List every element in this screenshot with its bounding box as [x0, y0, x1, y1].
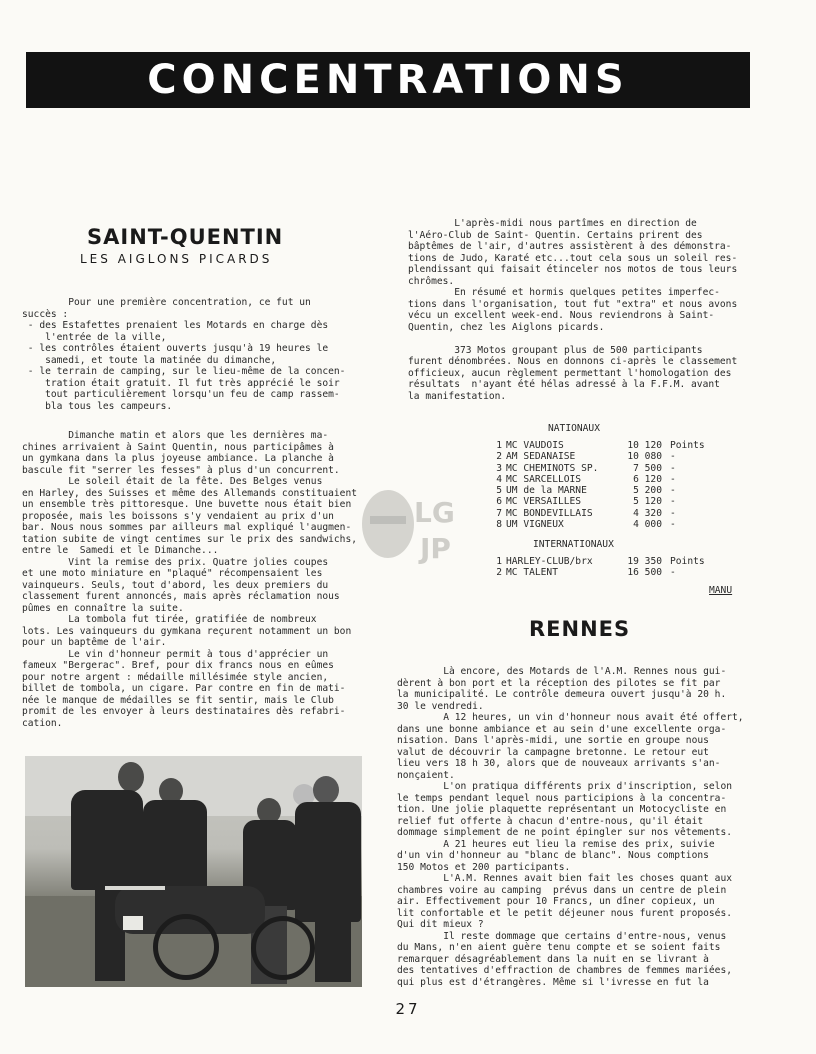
nationaux-unit: -	[670, 496, 676, 508]
nationaux-row	[480, 519, 720, 530]
nationaux-rank: 4	[496, 473, 502, 485]
nationaux-rank: 7	[496, 507, 502, 519]
internationaux-club: MC TALENT	[506, 567, 558, 579]
nationaux-club: UM VIGNEUX	[506, 519, 564, 531]
nationaux-club: MC BONDEVILLAIS	[506, 507, 593, 519]
nationaux-score: 10 080	[627, 451, 662, 463]
saint-quentin-title: SAINT-QUENTIN	[87, 225, 284, 249]
nationaux-row	[480, 496, 720, 507]
nationaux-club: MC VERSAILLES	[506, 496, 582, 508]
nationaux-unit: -	[670, 507, 676, 519]
internationaux-table	[480, 556, 720, 579]
nationaux-club: MC VAUDOIS	[506, 440, 564, 451]
internationaux-unit: Points	[670, 556, 705, 567]
internationaux-rank: 2	[496, 567, 502, 579]
saint-quentin-paragraph-1: Pour une première concentration, ce fut un succès : - des Estafettes prenaient les Motards en charge dès l'entrée de la ville, - les contrôles étaient ouverts jusqu'à 19 heures le samedi, et toute la matinée du dimanche, - le terrain de camping, sur le lieu-même de la concen- tration était gratuit. Il fut très apprécié le soir tout particulièrement lorsqu'un feu de camp rassem- bla tous les campeurs.	[22, 297, 346, 412]
nationaux-unit: -	[670, 485, 676, 497]
internationaux-heading: INTERNATIONAUX	[533, 539, 614, 550]
saint-quentin-subtitle: LES AIGLONS PICARDS	[80, 252, 273, 266]
nationaux-rank: 3	[496, 462, 502, 474]
watermark-logo	[350, 482, 470, 572]
nationaux-row	[480, 463, 720, 474]
rennes-title: RENNES	[529, 617, 631, 641]
saint-quentin-right-paragraph: L'après-midi nous partîmes en direction de l'Aéro-Club de Saint- Quentin. Certains prirent des bâptêmes de l'air, d'autres assistèrent à des démonstra- tions de Judo, Karaté etc...tout cela sous un soleil res- plendissant qui faisait étinceler nos motos de tous leurs chrômes. En résumé et hormis quelques petites imperfec- tions dans l'organisation, tout fut "extra" et nous avons vécu un excellent week-end. Nous reviendrons à Saint- Quentin, chez les Aiglons picards. 373 Motos groupant plus de 500 participants furent dénombrées. Nous en donnons ci-après le classement officieux, aucun règlement permettant l'homologation des résultats n'ayant été hélas adressé à la F.F.M. avant la manifestation.	[408, 218, 738, 402]
section-banner: CONCENTRATIONS	[26, 52, 750, 108]
nationaux-club: MC SARCELLOIS	[506, 473, 582, 485]
nationaux-unit: -	[670, 519, 676, 531]
page-number: 27	[395, 1000, 421, 1018]
svg-text:JP: JP	[420, 532, 451, 565]
nationaux-rank: 2	[496, 451, 502, 463]
nationaux-score: 4 000	[633, 519, 662, 531]
nationaux-unit: -	[670, 473, 676, 485]
nationaux-unit: -	[670, 462, 676, 474]
rennes-text: Là encore, des Motards de l'A.M. Rennes nous gui- dèrent à bon port et la réception des pilotes se fit par la municipalité. Le contrôle demeura ouvert jusqu'à 20 h. 30 le vendredi. A 12 heures, un vin d'honneur nous avait été offert, dans une bonne ambiance et au sein d'une excellente orga- nisation. Dans l'après-midi, une sortie en groupe nous valut de découvrir la campagne bretonne. Le retour eut lieu vers 18 h 30, alors que de nouveaux arrivants s'an- nonçaient. L'on pratiqua différents prix d'inscription, selon le temps pendant lequel nous participions à la concentra- tion. Une jolie plaquette représentant un Motocycliste en relief fut offerte à chacun d'entre-nous, qu'il était dommage simplement de ne point épingler sur nos vêtements. A 21 heures eut lieu la remise des prix, suivie d'un vin d'honneur au "blanc de blanc". Nous comptions 150 Motos et 200 participants. L'A.M. Rennes avait bien fait les choses quant aux chambres voire au camping prévus dans un centre de plein air. Effectivement pour 10 Francs, un dîner copieux, un lit confortable et le petit déjeuner nous furent proposés. Qui dit mieux ? Il reste dommage que certains d'entre-nous, venus du Mans, n'en aient guère tenu compte et se soient faits remarquer désagréablement dans la nuit en se livrant à des tentatives d'effraction de chambres de femmes mariées, qui plus est d'étrangères. Même si l'ivresse en fut la	[397, 666, 744, 988]
nationaux-row	[480, 474, 720, 485]
nationaux-score: 10 120	[627, 440, 662, 451]
nationaux-score: 5 200	[633, 485, 662, 497]
motorcyclists-photo	[25, 756, 362, 987]
nationaux-row	[480, 440, 720, 451]
nationaux-rank: 8	[496, 519, 502, 531]
internationaux-club: HARLEY-CLUB/brx	[506, 556, 593, 567]
internationaux-row	[480, 567, 720, 578]
internationaux-unit: -	[670, 567, 676, 579]
saint-quentin-paragraph-2: Dimanche matin et alors que les dernières ma- chines arrivaient à Saint Quentin, nous participâmes à un gymkana dans la plus joyeuse ambiance. La planche à bascule fit "serrer les fesses" à plus d'un concurrent. Le soleil était de la fête. Des Belges venus en Harley, des Suisses et même des Allemands constituaient un ensemble très pittoresque. Une buvette nous était bien proposée, mais les boissons s'y vendaient au prix d'un bar. Nous nous sommes par ailleurs mal expliqué l'augmen- tation subite de vingt centimes sur le prix des sandwichs, entre le Samedi et le Dimanche... Vint la remise des prix. Quatre jolies coupes et une moto miniature en "plaqué" récompensaient les vainqueurs. Seuls, tout d'abord, les deux premiers du classement furent annoncés, mais après réclamation nous pûmes en connaître la suite. La tombola fut tirée, gratifiée de nombreux lots. Les vainqueurs du gymkana reçurent notamment un bon pour un baptême de l'air. Le vin d'honneur permit à tous d'apprécier un fameux "Bergerac". Bref, pour dix francs nous en eûmes pour notre argent : médaille millésimée style ancien, billet de tombola, un cigare. Par contre en fin de mati- née le manque de médailles se fit sentir, mais le Club promit de les envoyer à leurs destinataires dès refabri- cation.	[22, 430, 358, 729]
nationaux-score: 4 320	[633, 507, 662, 519]
nationaux-score: 6 120	[633, 473, 662, 485]
internationaux-row	[480, 556, 720, 567]
nationaux-unit: -	[670, 451, 676, 463]
nationaux-club: AM SEDANAISE	[506, 451, 576, 463]
nationaux-club: MC CHEMINOTS SP.	[506, 462, 599, 474]
nationaux-table	[480, 440, 720, 530]
nationaux-heading: NATIONAUX	[548, 423, 600, 434]
internationaux-rank: 1	[496, 556, 502, 567]
internationaux-score: 19 350	[627, 556, 662, 567]
nationaux-rank: 5	[496, 485, 502, 497]
author-signature: MANU	[709, 585, 733, 596]
nationaux-rank: 6	[496, 496, 502, 508]
nationaux-score: 5 120	[633, 496, 662, 508]
nationaux-club: UM de la MARNE	[506, 485, 587, 497]
nationaux-row	[480, 451, 720, 462]
nationaux-unit: Points	[670, 440, 705, 451]
nationaux-score: 7 500	[633, 462, 662, 474]
svg-text:LG: LG	[414, 496, 455, 529]
nationaux-row	[480, 508, 720, 519]
nationaux-rank: 1	[496, 440, 502, 451]
internationaux-score: 16 500	[627, 567, 662, 579]
nationaux-row	[480, 485, 720, 496]
